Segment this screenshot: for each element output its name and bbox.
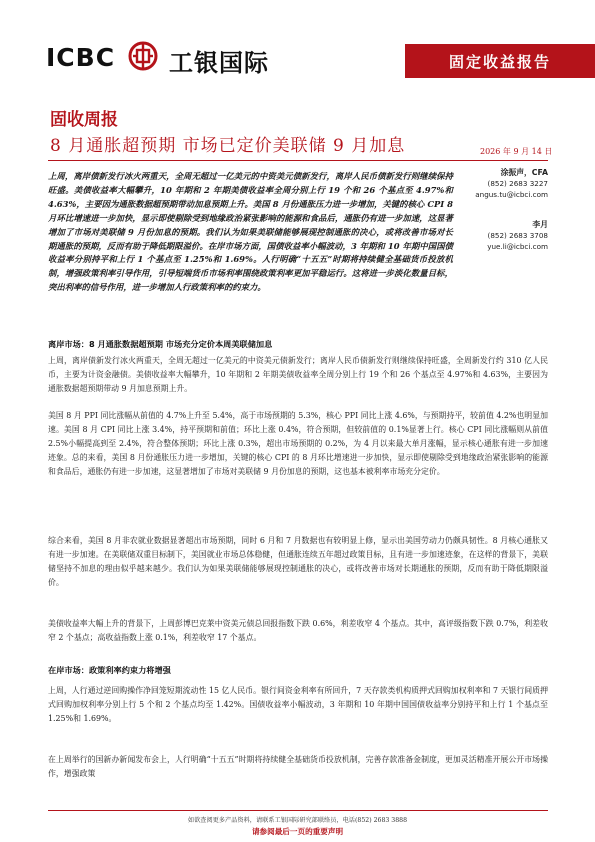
- footer-contact-note: 如欲查阅更多产品资料，请联系工银国际研究部联络员，电话(852) 2683 3888: [187, 817, 408, 824]
- footer-disclaimer-link[interactable]: 请参阅最后一页的重要声明: [251, 827, 344, 836]
- author-panel: [462, 167, 548, 252]
- report-category-band: 固定收益报告: [405, 44, 595, 78]
- icbc-seal-icon: [128, 41, 158, 71]
- author-email[interactable]: angus.tu@icbci.com: [475, 190, 548, 199]
- body-paragraph: 综合来看，美国 8 月非农就业数据显著超出市场预期，同时 6 月和 7 月数据也有较明显上修，显示出美国劳动力仍颇具韧性。8 月核心通胀又有进一步加速。在美联储双重目标制下，美国就业市场总体稳健，但通胀连续五年超过政策目标，且有进一步加速迹象，在这样的背景下，美联储坚持不加息的理由似乎越来越少。我们认为如果美联储能够展现控制通胀的决心，或将改善市场对长期通胀的预期，反而有助于降低期限溢价。: [48, 536, 548, 587]
- logo-text-en: ICBC: [46, 43, 116, 72]
- report-type: 固收周报: [50, 110, 118, 130]
- author-phone: (852) 2683 3708: [487, 231, 548, 240]
- footer-divider: [48, 810, 548, 811]
- page-header: [0, 0, 595, 100]
- section-heading-offshore: 离岸市场：8 月通胀数据超预期 市场充分定价本周美联储加息: [48, 339, 273, 349]
- logo-text-cn: 工银国际: [169, 49, 269, 77]
- author-email[interactable]: yue.li@icbci.com: [487, 242, 548, 251]
- body-paragraph: 在上周举行的国新办新闻发布会上，人行明确“十五五”时期将持续健全基础货币投放机制，完善存款准备金制度，更加灵活精准开展公开市场操作，增强政策: [48, 755, 548, 778]
- author-name: 涂振声，CFA: [500, 168, 548, 177]
- report-title: 8 月通胀超预期 市场已定价美联储 9 月加息: [50, 136, 406, 156]
- title-divider: [48, 160, 548, 161]
- body-paragraph: 上周，人行通过逆回购操作净回笼短期流动性 15 亿人民币。银行间资金利率有所回升，7 天存款类机构质押式回购加权利率和 7 天银行间质押式回购加权利率分别上行 5 个和 2 个基点均至 1.42%。国债收益率小幅波动，3 年期和 10 年期中国国债收益率分别持平和上行 1 个基点至 1.25%和 1.69%。: [48, 686, 548, 723]
- body-paragraph: 美国 8 月 PPI 同比涨幅从前值的 4.7%上升至 5.4%，高于市场预期的 5.3%，核心 PPI 同比上涨 4.6%，与预期持平，较前值 4.2%也明显加速。美国 8 月 CPI 同比上涨 3.4%，持平预期和前值；环比上涨 0.4%，符合预期，但较前值的 0.1%显著上行。核心 CPI 同比涨幅则从前值 2.5%小幅提高到至 2.4%，符合整体预期；环比上涨 0.3%，超出市场预期的 0.2%，为 4 月以来最大单月涨幅，显示核心通胀有进一步加速迹象。总的来看，美国 8 月份通胀压力进一步增加，关键的核心 CPI 的 8 月环比增速进一步加快，显示即使剔除受到地缘政治紧张影响的能源和食品后，通胀仍有进一步加速，这显著增加了市场对美联储 9 月份加息的预期，这也基本被利率市场充分定价。: [48, 411, 548, 476]
- report-date: 2026 年 9 月 14 日: [480, 147, 553, 156]
- body-paragraph: 上周，离岸债新发行冰火两重天，全周无超过一亿美元的中资美元债新发行；离岸人民币债新发行则继续保持旺盛，全周新发行约 310 亿人民币，主要为计资金融债。美债收益率大幅攀升，10 年期和 2 年期美债收益率全周分别上行 19 个和 26 个基点至 4.97%和 4.63%，主要因为通胀数据超预期带动 9 月加息预期上升。: [48, 356, 548, 393]
- executive-summary: 上周，离岸债新发行冰火两重天，全周无超过一亿美元的中资美元债新发行，离岸人民币债新发行则继续保持旺盛。美债收益率大幅攀升，10 年期和 2 年期美债收益率全周分别上行 19 个和 26 个基点至 4.97%和 4.63%，主要因为通胀数据超预期带动加息预期上升。美国 8 月份通胀压力进一步增加，关键的核心 CPI 8 月环比增速进一步加快，显示即使剔除受到地缘政治紧张影响的能源和食品后，通胀仍有进一步加速，这显著增加了市场对美联储 9 月份加息的预期。我们认为如果美联储能够展现控制通胀的决心，或将改善市场对长期通胀的预期，反而有助于降低期限溢价。在岸市场方面，国债收益率小幅波动，3 年期和 10 年期中国国债收益率分别持平和上行 1 个基点至 1.25%和 1.69%。人行明确“十五五”时期将持续健全基础货币投放机制，增强政策利率引导作用，引导短端货币市场利率围绕政策利率更加平稳运行。这将进一步淡化数量目标，突出利率的信号作用，进一步增加人行政策利率的约束力。: [48, 171, 453, 293]
- body-paragraph: 美债收益率大幅上升的背景下，上周彭博巴克莱中资美元债总回报指数下跌 0.6%，利差收窄 4 个基点。其中，高评级指数下跌 0.7%，利差收窄 2 个基点；高收益指数上涨 0.1%，利差收窄 17 个基点。: [48, 619, 548, 642]
- author-phone: (852) 2683 3227: [487, 179, 548, 188]
- section-heading-onshore: 在岸市场：政策利率约束力将增强: [48, 665, 171, 675]
- author-name: 李月: [532, 220, 548, 229]
